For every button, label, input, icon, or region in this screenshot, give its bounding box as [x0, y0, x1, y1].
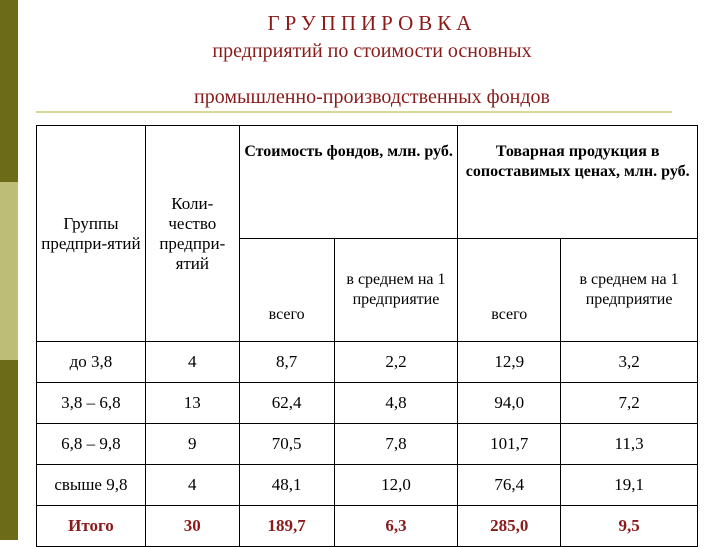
total-output-avg: 9,5: [561, 506, 698, 547]
title-line-1: ГРУППИРОВКА: [267, 11, 477, 35]
table-row: [37, 383, 698, 424]
total-funds-avg: 6,3: [334, 506, 458, 547]
cell-funds-avg: 12,0: [334, 465, 458, 506]
header-output: Товарная продукция в сопоставимых ценах, млн. руб.: [458, 126, 698, 239]
table-row: [37, 465, 698, 506]
cell-output-total: 12,9: [458, 342, 561, 383]
cell-output-total: 76,4: [458, 465, 561, 506]
cell-funds-total: 8,7: [239, 342, 334, 383]
header-count: Коли-чество предпри-ятий: [145, 126, 239, 342]
cell-group: до 3,8: [37, 342, 146, 383]
header-output-total: всего: [458, 239, 561, 342]
cell-count: 13: [145, 383, 239, 424]
table-row: [37, 342, 698, 383]
total-label: Итого: [37, 506, 146, 547]
sidebar-stripe-top: [0, 0, 18, 182]
title-divider: [36, 111, 672, 113]
total-output-total: 285,0: [458, 506, 561, 547]
cell-output-total: 94,0: [458, 383, 561, 424]
cell-funds-total: 48,1: [239, 465, 334, 506]
total-row: [37, 506, 698, 547]
cell-funds-avg: 7,8: [334, 424, 458, 465]
cell-funds-total: 62,4: [239, 383, 334, 424]
title-line-3: промышленно-производственных фондов: [194, 86, 550, 108]
header-groups: Группы предпри-ятий: [37, 126, 146, 342]
grouping-table: [36, 125, 698, 547]
cell-funds-total: 70,5: [239, 424, 334, 465]
table-row: [37, 424, 698, 465]
sidebar-stripe-middle: [0, 182, 18, 360]
header-funds-avg: в среднем на 1 предприятие: [334, 239, 458, 342]
cell-output-avg: 3,2: [561, 342, 698, 383]
cell-funds-avg: 2,2: [334, 342, 458, 383]
cell-group: 6,8 – 9,8: [37, 424, 146, 465]
sidebar-stripe-bottom: [0, 360, 18, 540]
cell-output-avg: 19,1: [561, 465, 698, 506]
cell-count: 4: [145, 465, 239, 506]
header-output-avg: в среднем на 1 предприятие: [561, 239, 698, 342]
cell-output-avg: 7,2: [561, 383, 698, 424]
title-line-2: предприятий по стоимости основных: [212, 40, 532, 62]
cell-funds-avg: 4,8: [334, 383, 458, 424]
cell-output-total: 101,7: [458, 424, 561, 465]
total-funds-total: 189,7: [239, 506, 334, 547]
header-funds: Стоимость фондов, млн. руб.: [239, 126, 458, 239]
cell-group: свыше 9,8: [37, 465, 146, 506]
slide-title: [24, 10, 720, 110]
cell-count: 4: [145, 342, 239, 383]
header-funds-total: всего: [239, 239, 334, 342]
cell-output-avg: 11,3: [561, 424, 698, 465]
header-row-1: [37, 126, 698, 239]
cell-count: 9: [145, 424, 239, 465]
cell-group: 3,8 – 6,8: [37, 383, 146, 424]
total-count: 30: [145, 506, 239, 547]
